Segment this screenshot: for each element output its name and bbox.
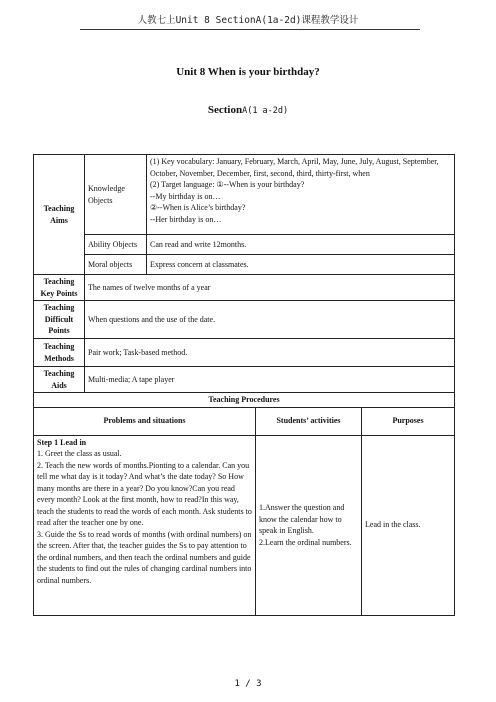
procedures-title: Teaching Procedures	[34, 393, 455, 408]
step1-activities: 1.Answer the question and know the calendar how to speak in English. 2.Learn the ordinal numbers.	[256, 435, 362, 615]
col-activities-header: Students’ activities	[256, 407, 362, 435]
step1-text: 1. Greet the class as usual. 2. Teach the new words of months.Pionting to a calendar. Can you tell me what day is it today? And what’s the date today? So How many months are there in a year? Do you know?Can you read every month? Look at the first month, how to read?In this way, teach the students to read the words of each month. Ask students to read after the teacher one by one. 3. Guide the Ss to read words of months (with ordinal numbers) on the screen. After that, the teacher guides the Ss to pay attention to the ordinal numbers, and then teach the ordinal numbers and guide the students to find out the rules of changing cardinal numbers into ordinal numbers.	[37, 449, 252, 585]
page-header: 人教七上Unit 8 SectionA(1a-2d)课程教学设计	[137, 15, 359, 26]
methods-label: Teaching Methods	[34, 339, 85, 367]
document-title: Unit 8 When is your birthday?	[176, 66, 320, 78]
methods-text: Pair work; Task-based method.	[85, 339, 455, 367]
knowledge-objects-label: Knowledge Objects	[85, 155, 147, 235]
section-label: Section	[207, 104, 243, 116]
procedures-table	[33, 392, 455, 616]
aids-text: Multi-media; A tape player	[85, 367, 455, 393]
col-problems-header: Problems and situations	[34, 407, 256, 435]
step1-title: Step 1 Lead in	[37, 437, 87, 447]
header-divider	[80, 29, 420, 30]
key-points-text: The names of twelve months of a year	[85, 275, 455, 301]
page-number: 1 / 3	[234, 679, 262, 689]
knowledge-objects-text: (1) Key vocabulary: January, February, March, April, May, June, July, August, September, October, November, December, first, second, third, thirty-first, when (2) Target language: ①--When is your birthday? --My birthday is on… ②--When is Alice’s birthday? --Her birthday is on…	[147, 155, 455, 235]
aims-table	[33, 154, 455, 393]
section-range: A(1 a-2d)	[242, 106, 289, 116]
ability-objects-text: Can read and write 12months.	[147, 235, 455, 255]
difficult-points-text: When questions and the use of the date.	[85, 301, 455, 339]
section-subtitle	[0, 104, 496, 116]
col-purposes-header: Purposes	[362, 407, 455, 435]
moral-objects-label: Moral objects	[85, 255, 147, 275]
moral-objects-text: Express concern at classmates.	[147, 255, 455, 275]
step1-cell	[34, 435, 256, 615]
key-points-label: Teaching Key Points	[34, 275, 85, 301]
teaching-aims-label: Teaching Aims	[34, 155, 85, 275]
step1-purpose: Lead in the class.	[362, 435, 455, 615]
ability-objects-label: Ability Objects	[85, 235, 147, 255]
aids-label: Teaching Aids	[34, 367, 85, 393]
difficult-points-label: Teaching Difficult Points	[34, 301, 85, 339]
